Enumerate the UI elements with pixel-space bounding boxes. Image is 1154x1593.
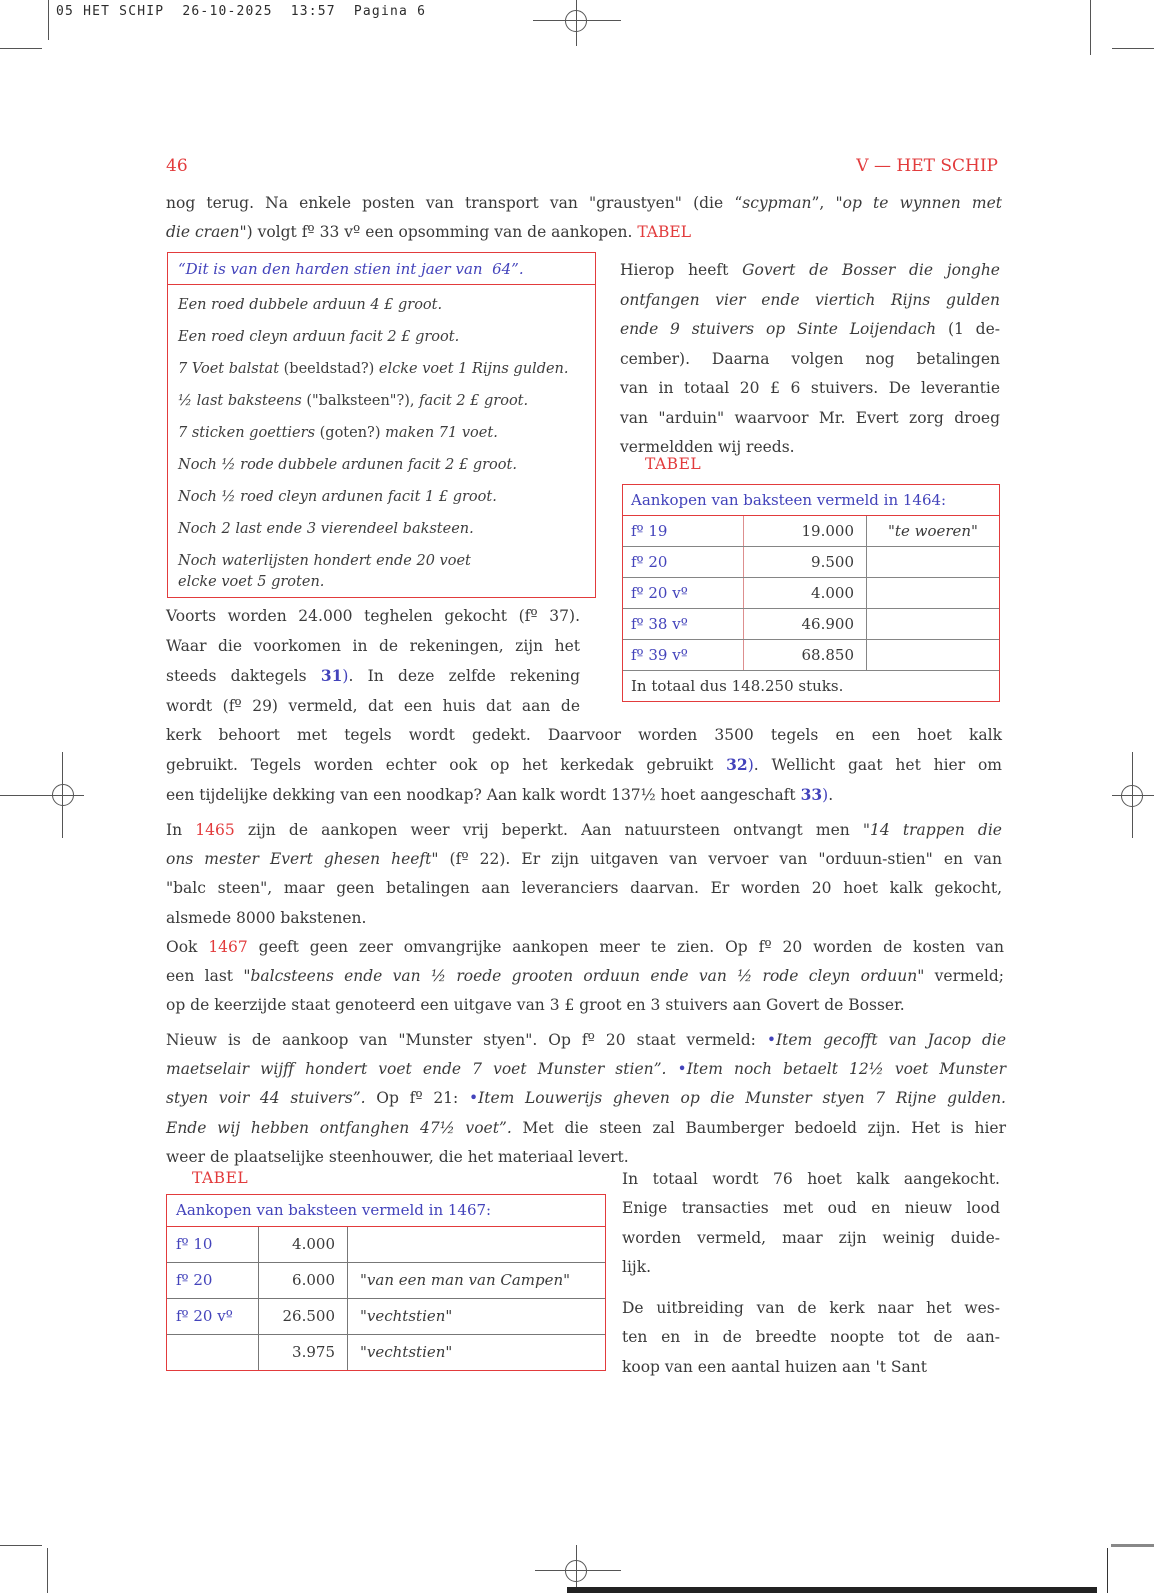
note-cell: "vechtstien"	[360, 1307, 453, 1325]
crop-mark	[0, 1545, 42, 1546]
table-row	[623, 608, 999, 639]
table-footer: In totaal dus 148.250 stuks.	[623, 670, 999, 701]
paragraph-gap	[622, 1282, 1000, 1294]
stone-quote-body	[168, 285, 595, 599]
amount-cell: 3.975	[259, 1335, 348, 1370]
registration-mark-circle	[565, 10, 587, 32]
crop-mark	[1111, 1544, 1154, 1547]
note-cell	[348, 1227, 605, 1262]
table-row	[623, 577, 999, 608]
paragraph-line: koop van een aantal huizen aan 't Sant	[622, 1357, 927, 1376]
paragraph-line: Voorts worden 24.000 teghelen gekocht (fº 37).	[166, 607, 580, 625]
note-cell	[867, 547, 999, 577]
amount-cell: 4.000	[259, 1227, 348, 1262]
note-cell: "vechtstien"	[360, 1343, 453, 1361]
page-number: 46	[166, 156, 188, 176]
paragraph-line: die craen") volgt fº 33 vº een opsomming van de aankopen. TABEL	[166, 223, 691, 242]
folio-cell: fº 19	[623, 516, 744, 546]
amount-cell: 46.900	[744, 609, 867, 639]
paragraph-line: maetselair wijff hondert voet ende 7 voet Munster stien”. •Item noch betaelt 12½ voet Munster	[166, 1060, 1006, 1079]
paragraph-line: ons mester Evert ghesen heeft" (fº 22). Er zijn uitgaven van vervoer van "orduun-stien" en van	[166, 850, 1002, 869]
voorts-paragraph-narrow	[166, 602, 580, 721]
paragraph-line: "balc steen", maar geen betalingen aan leveranciers daarvan. Er worden 20 hoet kalk gekocht,	[166, 879, 1002, 898]
table-title: Aankopen van baksteen vermeld in 1467:	[167, 1195, 605, 1227]
registration-mark-circle	[1121, 785, 1143, 807]
stone-quote-item: Een roed cleyn arduun facit 2 £ groot.	[178, 329, 460, 345]
right-column-paragraph	[620, 256, 1000, 463]
paragraph-1467	[166, 933, 1004, 1021]
intro-paragraph	[166, 189, 1002, 247]
paragraph-line: op de keerzijde staat genoteerd een uitgave van 3 £ groot en 3 stuivers aan Govert de Bosser.	[166, 996, 905, 1015]
table-row	[623, 639, 999, 670]
right-column-bottom	[622, 1165, 1000, 1382]
note-cell: "van een man van Campen"	[360, 1271, 571, 1289]
paragraph-munster	[166, 1026, 1006, 1172]
paragraph-line: ontfangen vier ende viertich Rijns gulden	[620, 290, 1000, 309]
paragraph-line: ende 9 stuivers op Sinte Loijendach (1 de-	[620, 320, 1000, 338]
tabel-label: TABEL	[645, 455, 702, 473]
folio-cell: fº 20	[623, 547, 744, 577]
stone-quote-item: Een roed dubbele arduun 4 £ groot.	[178, 297, 443, 313]
stone-quote-item: ½ last baksteens ("balksteen"?), facit 2 £ groot.	[178, 393, 529, 409]
paragraph-line: worden vermeld, maar zijn weinig duide-	[622, 1228, 1000, 1247]
folio-cell: fº 38 vº	[623, 609, 744, 639]
table-row	[623, 546, 999, 577]
folio-cell: fº 20 vº	[167, 1299, 259, 1334]
paragraph-line: Waar die voorkomen in de rekeningen, zijn het	[166, 636, 580, 655]
stone-quote-title: “Dit is van den harden stien int jaer van 64”.	[168, 253, 595, 285]
folio-cell: fº 10	[167, 1227, 259, 1262]
amount-cell: 19.000	[744, 516, 867, 546]
table-baksteen-1467	[166, 1194, 606, 1371]
voorts-paragraph-wide	[166, 720, 1002, 810]
stone-quote-item: 7 sticken goettiers (goten?) maken 71 voet.	[178, 425, 498, 441]
paragraph-line: weer de plaatselijke steenhouwer, die het materiaal levert.	[166, 1147, 629, 1166]
page-edge-shadow	[567, 1587, 1097, 1593]
paragraph-line: Ende wij hebben ontfanghen 47½ voet”. Met die steen zal Baumberger bedoeld zijn. Het is hier	[166, 1118, 1006, 1137]
note-cell	[867, 578, 999, 608]
crop-mark	[1112, 48, 1154, 49]
paragraph-line: wordt (fº 29) vermeld, dat een huis dat aan de	[166, 696, 580, 715]
paragraph-line: vermeldden wij reeds.	[620, 438, 795, 456]
table-row	[167, 1334, 605, 1370]
paragraph-line: steeds daktegels 31). In deze zelfde rekening	[166, 666, 580, 686]
paragraph-line: lijk.	[622, 1257, 652, 1276]
folio-cell: fº 20 vº	[623, 578, 744, 608]
table-row	[167, 1298, 605, 1334]
paragraph-line: ten en in de breedte noopte tot de aan-	[622, 1328, 1000, 1347]
paragraph-line: van "arduin" waarvoor Mr. Evert zorg droeg	[620, 408, 1000, 427]
table-row	[623, 516, 999, 546]
amount-cell: 26.500	[259, 1299, 348, 1334]
stone-quote-item: Noch ½ rode dubbele ardunen facit 2 £ groot.	[178, 457, 517, 473]
table-baksteen-1464	[622, 484, 1000, 702]
stone-quote-item: 7 Voet balstat (beeldstad?) elcke voet 1 Rijns gulden.	[178, 361, 569, 377]
running-title: V — HET SCHIP	[856, 156, 998, 176]
paragraph-line: styen voir 44 stuivers”. Op fº 21: •Item Louwerijs gheven op die Munster styen 7 Rijne gulden.	[166, 1089, 1006, 1108]
registration-mark-circle	[565, 1560, 587, 1582]
stone-quote-item: elcke voet 5 groten.	[178, 574, 325, 590]
folio-cell: fº 39 vº	[623, 640, 744, 670]
crop-mark	[47, 1548, 48, 1593]
note-cell	[867, 640, 999, 670]
paragraph-line: Nieuw is de aankoop van "Munster styen". Op fº 20 staat vermeld: •Item gecofft van Jacop die	[166, 1031, 1007, 1049]
paragraph-line: Enige transacties met oud en nieuw lood	[622, 1199, 1000, 1218]
paragraph-line: Hierop heeft Govert de Bosser die jonghe	[620, 261, 1000, 279]
amount-cell: 9.500	[744, 547, 867, 577]
amount-cell: 4.000	[744, 578, 867, 608]
paragraph-line: De uitbreiding van de kerk naar het wes-	[622, 1299, 1000, 1318]
table-row	[167, 1227, 605, 1262]
registration-mark-circle	[52, 784, 74, 806]
note-cell	[867, 609, 999, 639]
crop-mark	[0, 48, 42, 49]
paragraph-line: In 1465 zijn de aankopen weer vrij beperkt. Aan natuursteen ontvangt men "14 trappen die	[166, 821, 1002, 839]
crop-mark	[48, 0, 49, 40]
amount-cell: 6.000	[259, 1263, 348, 1298]
table-row	[167, 1262, 605, 1298]
folio-cell	[167, 1335, 259, 1370]
paragraph-line: In totaal wordt 76 hoet kalk aangekocht.	[622, 1170, 1000, 1188]
paragraph-1465	[166, 816, 1002, 933]
crop-mark	[1107, 1548, 1108, 1593]
stone-quote-table-1464	[167, 252, 596, 598]
stone-quote-item: Noch waterlijsten hondert ende 20 voet	[178, 553, 471, 569]
print-info-header: 05 HET SCHIP 26-10-2025 13:57 Pagina 6	[56, 4, 427, 19]
paragraph-line: Ook 1467 geeft geen zeer omvangrijke aankopen meer te zien. Op fº 20 worden de kosten van	[166, 938, 1004, 956]
paragraph-line: gebruikt. Tegels worden echter ook op het kerkedak gebruikt 32). Wellicht gaat het hier om	[166, 755, 1002, 774]
paragraph-line: een last "balcsteens ende van ½ roede grooten orduun ende van ½ rode cleyn orduun" vermeld;	[166, 967, 1004, 986]
table-title: Aankopen van baksteen vermeld in 1464:	[623, 485, 999, 516]
stone-quote-item: Noch 2 last ende 3 vierendeel baksteen.	[178, 521, 474, 537]
tabel-label: TABEL	[192, 1169, 249, 1187]
amount-cell: 68.850	[744, 640, 867, 670]
note-cell: "te woeren"	[888, 522, 978, 540]
paragraph-line: alsmede 8000 bakstenen.	[166, 908, 367, 927]
paragraph-line: nog terug. Na enkele posten van transport van "graustyen" (die “scypman”, "op te wynnen met	[166, 194, 1002, 212]
paragraph-line: een tijdelijke dekking van een noodkap? Aan kalk wordt 137½ hoet aangeschaft 33).	[166, 785, 834, 804]
crop-mark	[1090, 0, 1091, 55]
stone-quote-item: Noch ½ roed cleyn ardunen facit 1 £ groot.	[178, 489, 497, 505]
paragraph-line: cember). Daarna volgen nog betalingen	[620, 349, 1000, 368]
paragraph-line: kerk behoort met tegels wordt gedekt. Daarvoor worden 3500 tegels en een hoet kalk	[166, 726, 1002, 744]
paragraph-line: van in totaal 20 £ 6 stuivers. De leverantie	[620, 379, 1000, 397]
folio-cell: fº 20	[167, 1263, 259, 1298]
